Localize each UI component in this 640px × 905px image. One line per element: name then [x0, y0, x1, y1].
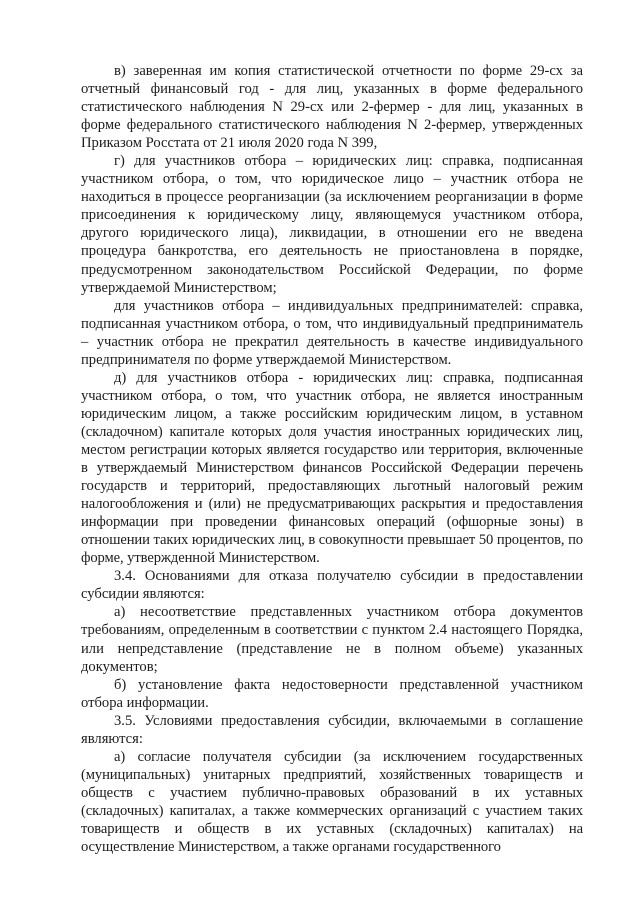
- paragraph-a-consent: а) согласие получателя субсидии (за исключением государственных (муниципальных) унитарных предприятий, хозяйственных товариществ и обществ с участием публично-правовых образований в их уставных (складочных) капиталах, а также коммерческих организаций с участием таких товариществ и обществ в их уставных (складочных) капиталах) на осуществление Министерством, а также органами государственного: [81, 748, 583, 856]
- paragraph-3-5-conditions: 3.5. Условиями предоставления субсидии, включаемыми в соглашение являются:: [81, 712, 583, 747]
- document-body: [81, 62, 583, 856]
- paragraph-3-4-refusal-grounds: 3.4. Основаниями для отказа получателю субсидии в предоставлении субсидии являются:: [81, 568, 583, 603]
- paragraph-d-foreign-entities: д) для участников отбора - юридических лиц: справка, подписанная участником отбора, о том, что участник отбора, не является иностранным юридическим лицом, а также российским юридическим лицом, в уставном (складочном) капитале которых доля участия иностранных юридических лиц, местом регистрации которых является государство или территория, включенные в утверждаемый Министерством финансов Российской Федерации перечень государств и территорий, предоставляющих льготный налоговый режим налогообложения и (или) не предусматривающих раскрытия и предоставления информации при проведении финансовых операций (офшорные зоны) в отношении таких юридических лиц, в совокупности превышает 50 процентов, по форме, утвержденной Министерством.: [81, 369, 583, 567]
- paragraph-b-false-information: б) установление факта недостоверности представленной участником отбора информации.: [81, 676, 583, 711]
- paragraph-v-statistical-report: в) заверенная им копия статистической отчетности по форме 29-сх за отчетный финансовый год - для лиц, указанных в форме федерального статистического наблюдения N 29-сх или 2-фермер - для лиц, указанных в форме федерального статистического наблюдения N 2-фермер, утвержденных Приказом Росстата от 21 июля 2020 года N 399,: [81, 63, 583, 152]
- paragraph-a-noncompliance: а) несоответствие представленных участником отбора документов требованиям, определенным в соответствии с пунктом 2.4 настоящего Порядка, или непредставление (представление не в полном объеме) указанных документов;: [81, 604, 583, 675]
- paragraph-g-legal-entities: г) для участников отбора – юридических лиц: справка, подписанная участником отбора, о том, что юридическое лицо – участник отбора не находиться в процессе реорганизации (за исключением реорганизации в форме присоединения к юридическому лицу, являющемуся участником отбора, другого юридического лица), ликвидации, в отношении его не введена процедура банкротства, его деятельность не приостановлена в порядке, предусмотренном законодательством Российской Федерации, по форме утверждаемой Министерством;: [81, 153, 583, 296]
- paragraph-individual-entrepreneurs: для участников отбора – индивидуальных предпринимателей: справка, подписанная участником отбора, о том, что индивидуальный предприниматель – участник отбора не прекратил деятельность в качестве индивидуального предпринимателя по форме утверждаемой Министерством.: [81, 297, 583, 368]
